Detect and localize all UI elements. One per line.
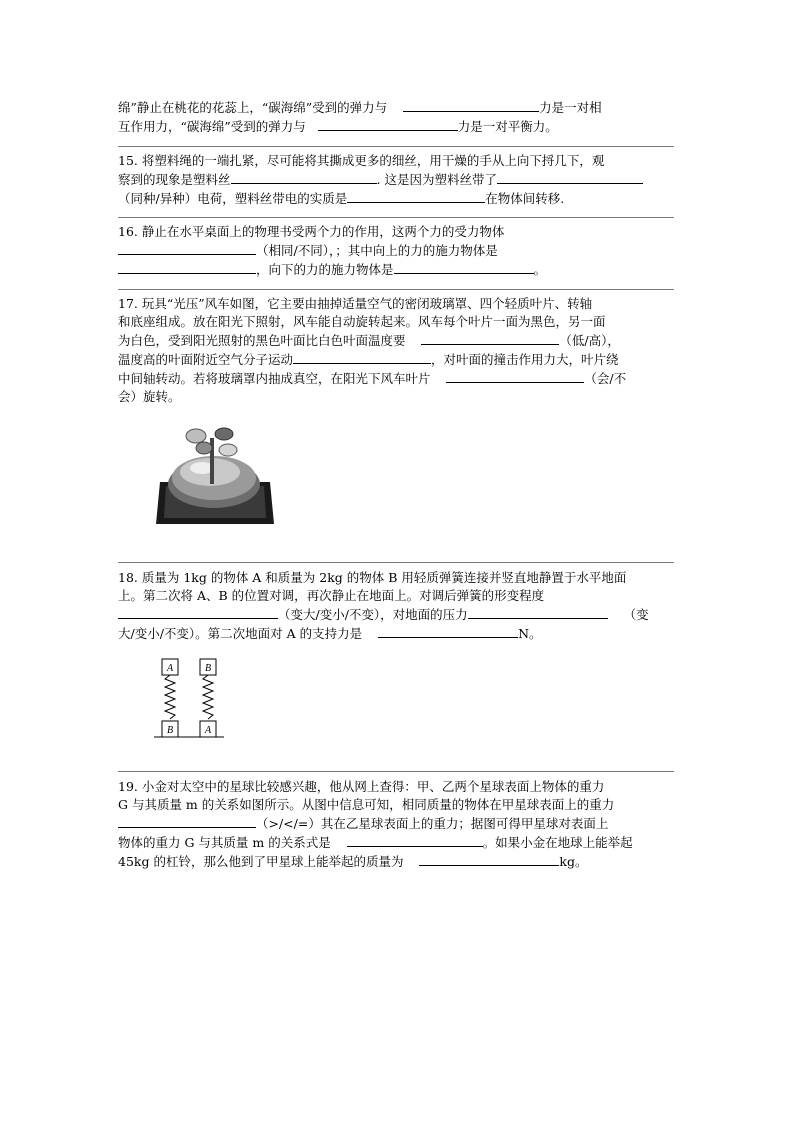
spring-blocks-figure [150,655,230,741]
svg-text:A: A [166,663,174,674]
answer-blank[interactable] [293,350,431,364]
q14-line-1: 绵”静止在桃花的花蕊上，“碳海绵”受到的弹力与 力是一对相 [118,100,602,115]
question-19: 19. 小金对太空中的星球比较感兴趣，他从网上查得：甲、乙两个星球表面上物体的重力 G 与其质量 m 的关系如图所示。从图中信息可知，相同质量的物体在甲星球表面上的重力 （>/</=）其在乙星球表面上的重力；据图可得甲星球对表面上 物体的重力 G 与其质量 m 的关系式是 。如果小金在地球上能举起 45kg 的杠铃，那么他到了甲星球上能举起的质量为 kg。 [118,779,633,869]
svg-text:A: A [204,725,212,736]
answer-blank[interactable] [118,241,256,255]
question-15: 15. 将塑料绳的一端扎紧，尽可能将其撕成更多的细丝，用干燥的手从上向下捋几下，观 察到的现象是塑料丝 . 这是因为塑料丝带了 （同种/异种）电荷，塑料丝带电的实质是 在物体间转移. [118,152,674,208]
answer-blank[interactable] [421,331,559,345]
question-14 [118,98,674,136]
svg-text:B: B [166,725,174,736]
svg-text:B: B [204,663,212,674]
answer-blank[interactable] [468,605,608,619]
question-17: 17. 玩具“光压”风车如图，它主要由抽掉适量空气的密闭玻璃罩、四个轻质叶片、转轴 和底座组成。放在阳光下照射，风车能自动旋转起来。风车每个叶片一面为黑色，另一面 为白色，受到阳光照射的黑色叶面比白色叶面温度要 （低/高）， 温度高的叶面附近空气分子运动 ，对叶面的撞击作用力大，叶片绕 中间轴转动。若将玻璃罩内抽成真空，在阳光下风车叶片 （会/不 会）旋转。 [118,296,627,404]
q14-line-2: 互作用力，“碳海绵”受到的弹力与 力是一对平衡力。 [118,119,558,134]
windmill-figure [152,424,276,528]
answer-blank[interactable] [497,170,643,184]
answer-blank[interactable] [347,833,483,847]
spring [165,675,175,719]
answer-blank[interactable] [118,605,278,619]
spring [203,675,213,719]
divider [118,771,674,772]
answer-blank[interactable] [378,624,518,638]
divider [118,146,674,147]
answer-blank[interactable] [318,117,458,131]
answer-blank[interactable] [446,369,584,383]
answer-blank[interactable] [118,814,256,828]
answer-blank[interactable] [403,98,539,112]
answer-blank[interactable] [118,260,256,274]
divider [118,217,674,218]
answer-blank[interactable] [231,170,377,184]
divider [118,562,674,563]
divider [118,289,674,290]
question-18: 18. 质量为 1kg 的物体 A 和质量为 2kg 的物体 B 用轻质弹簧连接并竖直地静置于水平地面 上。第二次将 A、B 的位置对调，再次静止在地面上。对调后弹簧的形变程度 （变大/变小/不变），对地面的压力 （变 大/变小/不变）。第二次地面对 A 的支持力是 N。 [118,570,649,641]
answer-blank[interactable] [347,189,485,203]
answer-blank[interactable] [419,852,559,866]
answer-blank[interactable] [394,260,534,274]
question-16: 16. 静止在水平桌面上的物理书受两个力的作用，这两个力的受力物体 （相同/不同），；其中向上的力的施力物体是 ，向下的力的施力物体是 。 [118,224,547,277]
